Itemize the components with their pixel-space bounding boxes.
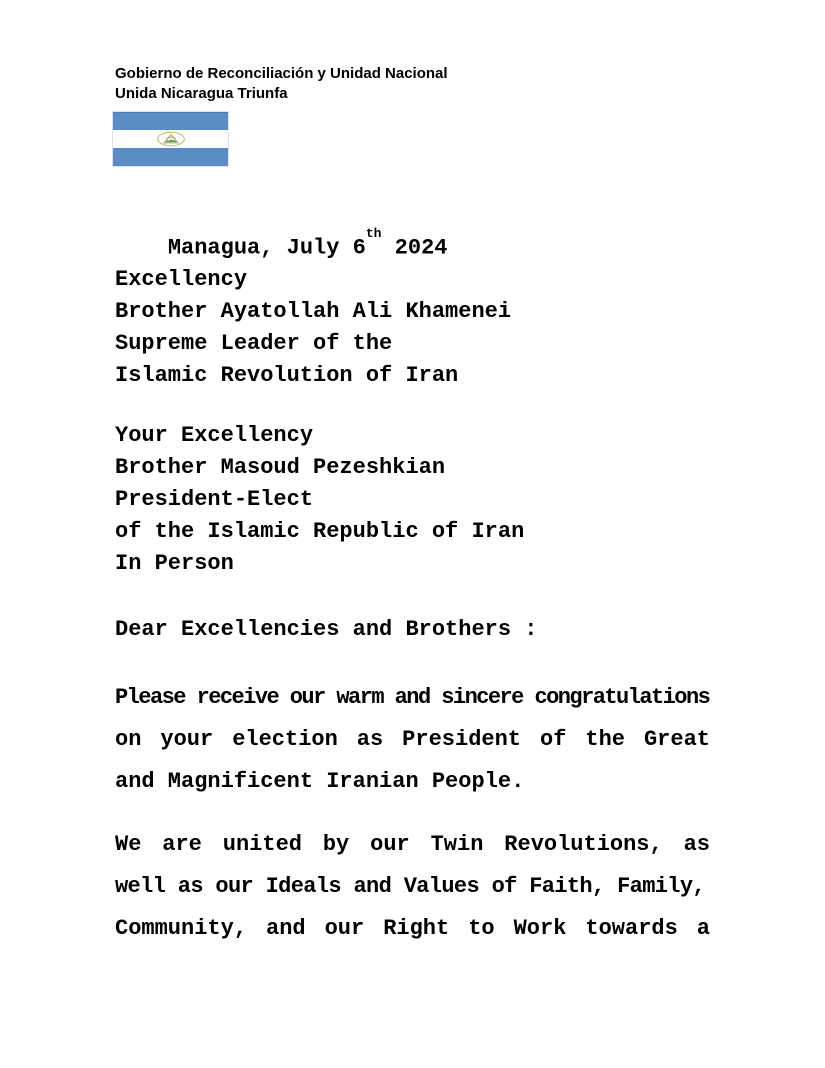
nicaragua-coat-of-arms-icon: [156, 131, 186, 147]
dateline-prefix: Managua, July 6: [167, 235, 366, 261]
dateline-ordinal-suffix: th: [365, 226, 382, 241]
body-paragraph-2: [115, 824, 710, 950]
recipient-line: Excellency: [115, 267, 248, 292]
recipient-line: In Person: [115, 551, 234, 576]
recipient-line: Brother Masoud Pezeshkian: [115, 455, 446, 480]
letterhead-line1: Gobierno de Reconciliación y Unidad Nacional: [115, 65, 448, 82]
recipient-secondary: [115, 420, 524, 580]
body-line: Please receive our warm and sincere congratulations: [115, 685, 710, 710]
recipient-line: Brother Ayatollah Ali Khamenei: [115, 299, 512, 324]
body-line: well as our Ideals and Values of Faith, Family,: [115, 874, 705, 899]
flag-stripe-bottom: [113, 148, 228, 166]
dateline-year: 2024: [381, 235, 448, 261]
body-line: and Magnificent Iranian People.: [115, 769, 525, 794]
recipient-line: President-Elect: [115, 487, 314, 512]
salutation: [115, 614, 537, 646]
nicaragua-flag-icon: [113, 112, 228, 166]
recipient-line: Supreme Leader of the: [115, 331, 393, 356]
flag-stripe-top: [113, 112, 228, 130]
body-line: Community, and our Right to Work towards a: [115, 916, 710, 941]
body-line: on your election as President of the Great: [115, 727, 710, 752]
recipient-line: Your Excellency: [115, 423, 314, 448]
letterhead-line2: Unida Nicaragua Triunfa: [115, 85, 288, 102]
recipient-primary: [115, 264, 511, 392]
recipient-line: Islamic Revolution of Iran: [115, 363, 459, 388]
letterhead: [115, 64, 448, 104]
flag-stripe-middle: [113, 130, 228, 148]
recipient-line: of the Islamic Republic of Iran: [115, 519, 525, 544]
body-line: We are united by our Twin Revolutions, as: [115, 832, 710, 857]
salutation-line: Dear Excellencies and Brothers :: [115, 617, 538, 642]
body-paragraph-1: [115, 677, 710, 803]
